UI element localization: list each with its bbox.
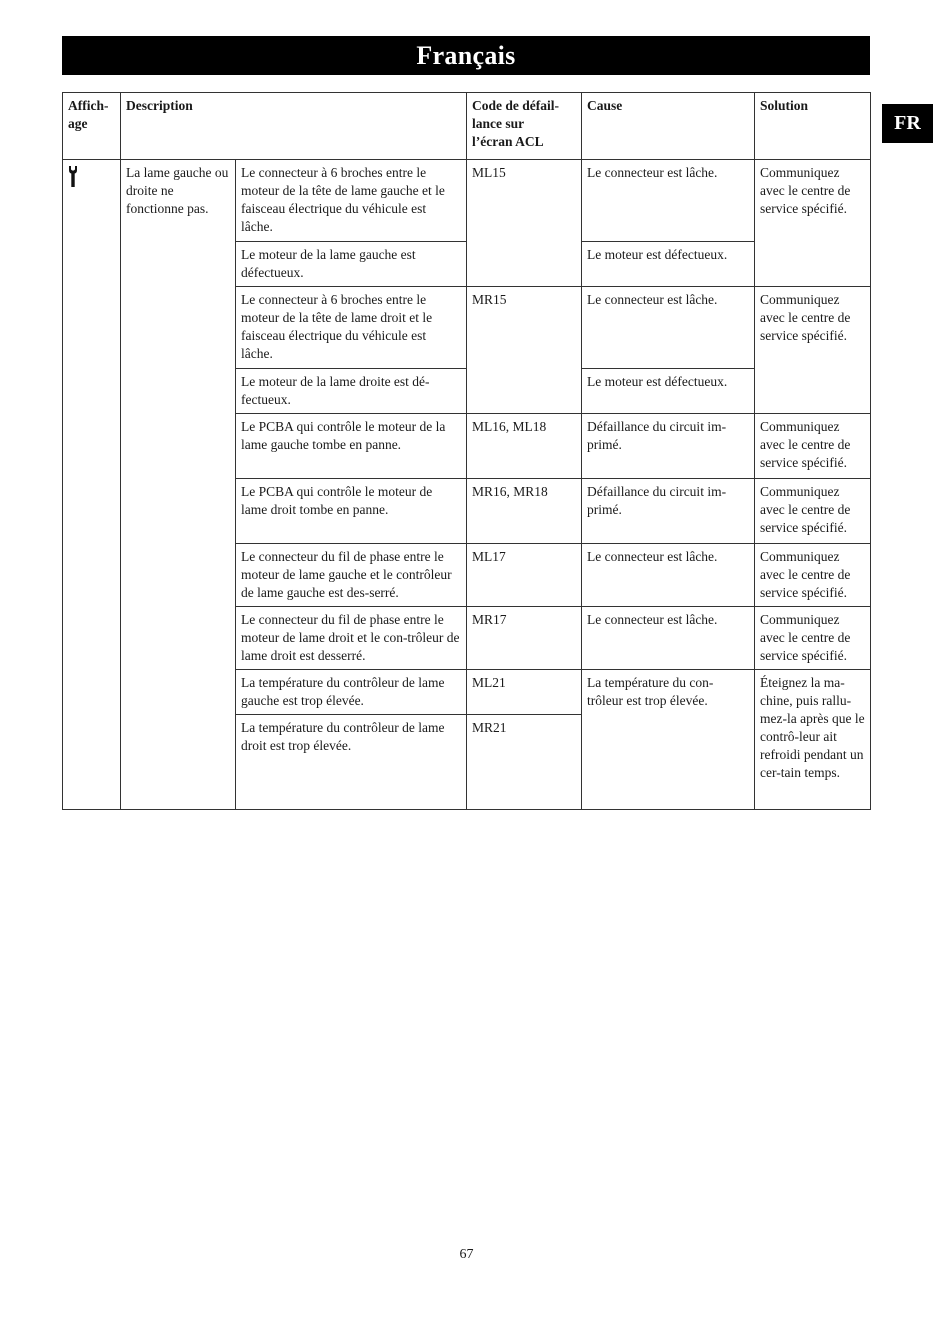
header-description: Description: [121, 93, 467, 160]
description-cell: Le moteur de la lame gauche est défectueux.: [236, 242, 467, 287]
header-solution: Solution: [755, 93, 871, 160]
table-row: [63, 160, 871, 242]
solution-cell: Communiquez avec le centre de service spécifié.: [755, 287, 871, 414]
solution-cell: Communiquez avec le centre de service spécifié.: [755, 544, 871, 607]
cause-cell: Le connecteur est lâche.: [582, 287, 755, 369]
cause-cell: Défaillance du circuit im-primé.: [582, 414, 755, 479]
header-display: Affich- age: [63, 93, 121, 160]
code-cell: ML16, ML18: [467, 414, 582, 479]
cause-cell: Le connecteur est lâche.: [582, 160, 755, 242]
description-cell: Le connecteur à 6 broches entre le moteur de la tête de lame gauche et le faisceau électrique du véhicule est lâche.: [236, 160, 467, 242]
solution-cell: Éteignez la ma-chine, puis rallu-mez-la après que le contrô-leur ait refroidi pendant un cer-tain temps.: [755, 670, 871, 810]
description-cell: Le moteur de la lame droite est dé-fectueux.: [236, 369, 467, 414]
display-cell: [63, 160, 121, 810]
cause-cell: Le connecteur est lâche.: [582, 607, 755, 670]
header-code: Code de défail- lance sur l’écran ACL: [467, 93, 582, 160]
description-cell: Le connecteur à 6 broches entre le moteur de la tête de lame droit et le faisceau électrique du véhicule est lâche.: [236, 287, 467, 369]
description-cell: Le PCBA qui contrôle le moteur de la lame gauche tombe en panne.: [236, 414, 467, 479]
description-cell: Le connecteur du fil de phase entre le moteur de lame droit et le con-trôleur de lame droit est desserré.: [236, 607, 467, 670]
description-cell: Le PCBA qui contrôle le moteur de lame droit tombe en panne.: [236, 479, 467, 544]
cause-cell: Le moteur est défectueux.: [582, 242, 755, 287]
wrench-icon: [68, 164, 115, 193]
page-title: Français: [62, 36, 870, 75]
description-cell: La température du contrôleur de lame gauche est trop élevée.: [236, 670, 467, 715]
description-cell: La température du contrôleur de lame droit est trop élevée.: [236, 715, 467, 810]
cause-cell: Le moteur est défectueux.: [582, 369, 755, 414]
description-cell: Le connecteur du fil de phase entre le moteur de lame gauche et le contrôleur de lame gauche est des-serré.: [236, 544, 467, 607]
code-cell: MR16, MR18: [467, 479, 582, 544]
solution-cell: Communiquez avec le centre de service spécifié.: [755, 414, 871, 479]
troubleshooting-table: [62, 92, 871, 810]
code-cell: ML21: [467, 670, 582, 715]
solution-cell: Communiquez avec le centre de service spécifié.: [755, 479, 871, 544]
header-cause: Cause: [582, 93, 755, 160]
page-number: 67: [459, 1247, 474, 1262]
code-cell: MR17: [467, 607, 582, 670]
language-tab: FR: [882, 104, 933, 143]
code-cell: MR21: [467, 715, 582, 810]
symptom-cell: La lame gauche ou droite ne fonctionne pas.: [121, 160, 236, 810]
code-cell: ML17: [467, 544, 582, 607]
cause-cell: Défaillance du circuit im-primé.: [582, 479, 755, 544]
code-cell: ML15: [467, 160, 582, 287]
cause-cell: La température du con-trôleur est trop élevée.: [582, 670, 755, 810]
header-row: [63, 93, 871, 160]
code-cell: MR15: [467, 287, 582, 414]
cause-cell: Le connecteur est lâche.: [582, 544, 755, 607]
solution-cell: Communiquez avec le centre de service spécifié.: [755, 160, 871, 287]
solution-cell: Communiquez avec le centre de service spécifié.: [755, 607, 871, 670]
